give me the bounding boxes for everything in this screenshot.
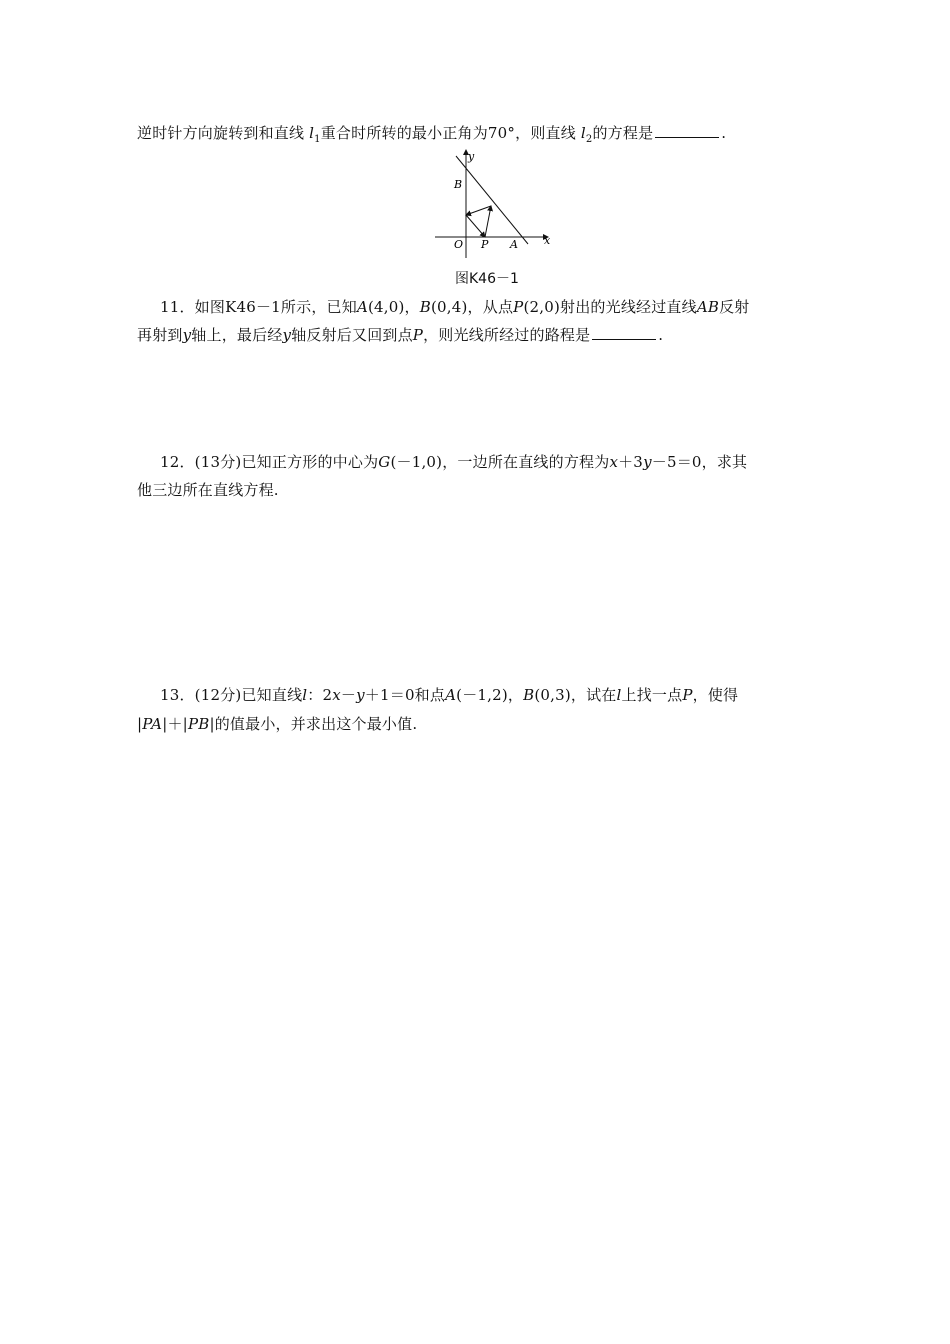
q13-text-3: －: [340, 686, 357, 704]
q12-line-2: 他三边所在直线方程.: [137, 481, 279, 499]
q11-text-2b: 轴上，最后经: [191, 326, 283, 344]
ray-y-to-p: [466, 215, 485, 237]
figure-k46-1: [430, 148, 560, 263]
q11-b-coords: (0,4)，从点: [430, 298, 514, 316]
figure-caption: 图K46－1: [455, 271, 519, 287]
q13-line-2: [137, 714, 817, 734]
label-y: y: [468, 150, 475, 163]
q11-point-p: P: [513, 298, 524, 316]
q11-line-2: [137, 325, 817, 345]
q10-tail-line: [137, 123, 817, 150]
q12-text-4: －5＝0，求其: [651, 453, 748, 471]
q11-tail: 反射: [719, 298, 750, 316]
ray-p-to-ab: [485, 206, 491, 237]
q10-end: .: [721, 124, 727, 142]
q13-text-4: ＋1＝0和点: [364, 686, 446, 704]
q13-text-6: (0,3)，试在: [534, 686, 617, 704]
q11-point-b: B: [419, 298, 431, 316]
q13-line-1: [160, 685, 840, 705]
q13-text-2: ：2: [307, 686, 333, 704]
q10-text-3: 的方程是: [592, 124, 654, 142]
q11-y: y: [182, 326, 192, 344]
q12-y: y: [643, 453, 652, 471]
q13-y: y: [356, 686, 365, 704]
ray-ab-to-y: [466, 206, 491, 215]
q11-line-ab: AB: [696, 298, 720, 316]
q13-abs-2: |＋|: [162, 715, 188, 733]
q13-b: B: [523, 686, 535, 704]
q11-p: P: [412, 326, 424, 344]
q11-text-2d: ，则光线所经过的路程是: [423, 326, 591, 344]
q13-p: P: [682, 686, 693, 704]
q13-x: x: [332, 686, 341, 704]
q12-text-1: 12．(13分)已知正方形的中心为: [160, 453, 379, 471]
label-a: A: [510, 238, 518, 251]
line-ab: [456, 156, 528, 244]
q10-l1: l: [309, 124, 315, 142]
q12-text-2: (－1,0)，一边所在直线的方程为: [390, 453, 610, 471]
q13-abs-1: |: [137, 715, 143, 733]
q11-a-coords: (4,0)，: [367, 298, 420, 316]
q11-point-a: A: [356, 298, 368, 316]
q13-l2: l: [616, 686, 622, 704]
label-o: O: [454, 238, 464, 251]
q10-l2: l: [580, 124, 586, 142]
q13-text-5: (－1,2)，: [456, 686, 524, 704]
q10-l2-sub: 2: [585, 134, 593, 145]
q11-line-1: [160, 297, 840, 317]
q12-x: x: [609, 453, 619, 471]
label-b: B: [454, 178, 463, 191]
q12-text-3: ＋3: [618, 453, 644, 471]
q10-text-2: 重合时所转的最小正角为70°，则直线: [320, 124, 581, 142]
q13-pb: PB: [187, 715, 210, 733]
q12-line-1: [160, 452, 840, 472]
q13-text-1: 13．(12分)已知直线: [160, 686, 303, 704]
q11-text-2c: 轴反射后又回到点: [291, 326, 413, 344]
q11-text-2a: 再射到: [137, 326, 183, 344]
q10-answer-blank[interactable]: [655, 123, 719, 138]
label-x: x: [544, 234, 551, 247]
q13-l: l: [302, 686, 308, 704]
q13-pa: PA: [142, 715, 163, 733]
q11-p-coords: (2,0)射出的光线经过直线: [523, 298, 697, 316]
q11-end: .: [658, 326, 664, 344]
q13-text-8: ，使得: [692, 686, 739, 704]
q13-a: A: [445, 686, 457, 704]
q13-text-end: |的值最小，并求出这个最小值.: [209, 715, 418, 733]
q11-y2: y: [282, 326, 292, 344]
q10-text-1: 逆时针方向旋转到和直线: [137, 124, 310, 142]
q11-text-1: 11．如图K46－1所示，已知: [160, 298, 357, 316]
q10-l1-sub: 1: [314, 134, 321, 145]
q11-answer-blank[interactable]: [592, 325, 656, 340]
q12-g: G: [378, 453, 391, 471]
q13-text-7: 上找一点: [621, 686, 683, 704]
label-p: P: [481, 238, 489, 251]
